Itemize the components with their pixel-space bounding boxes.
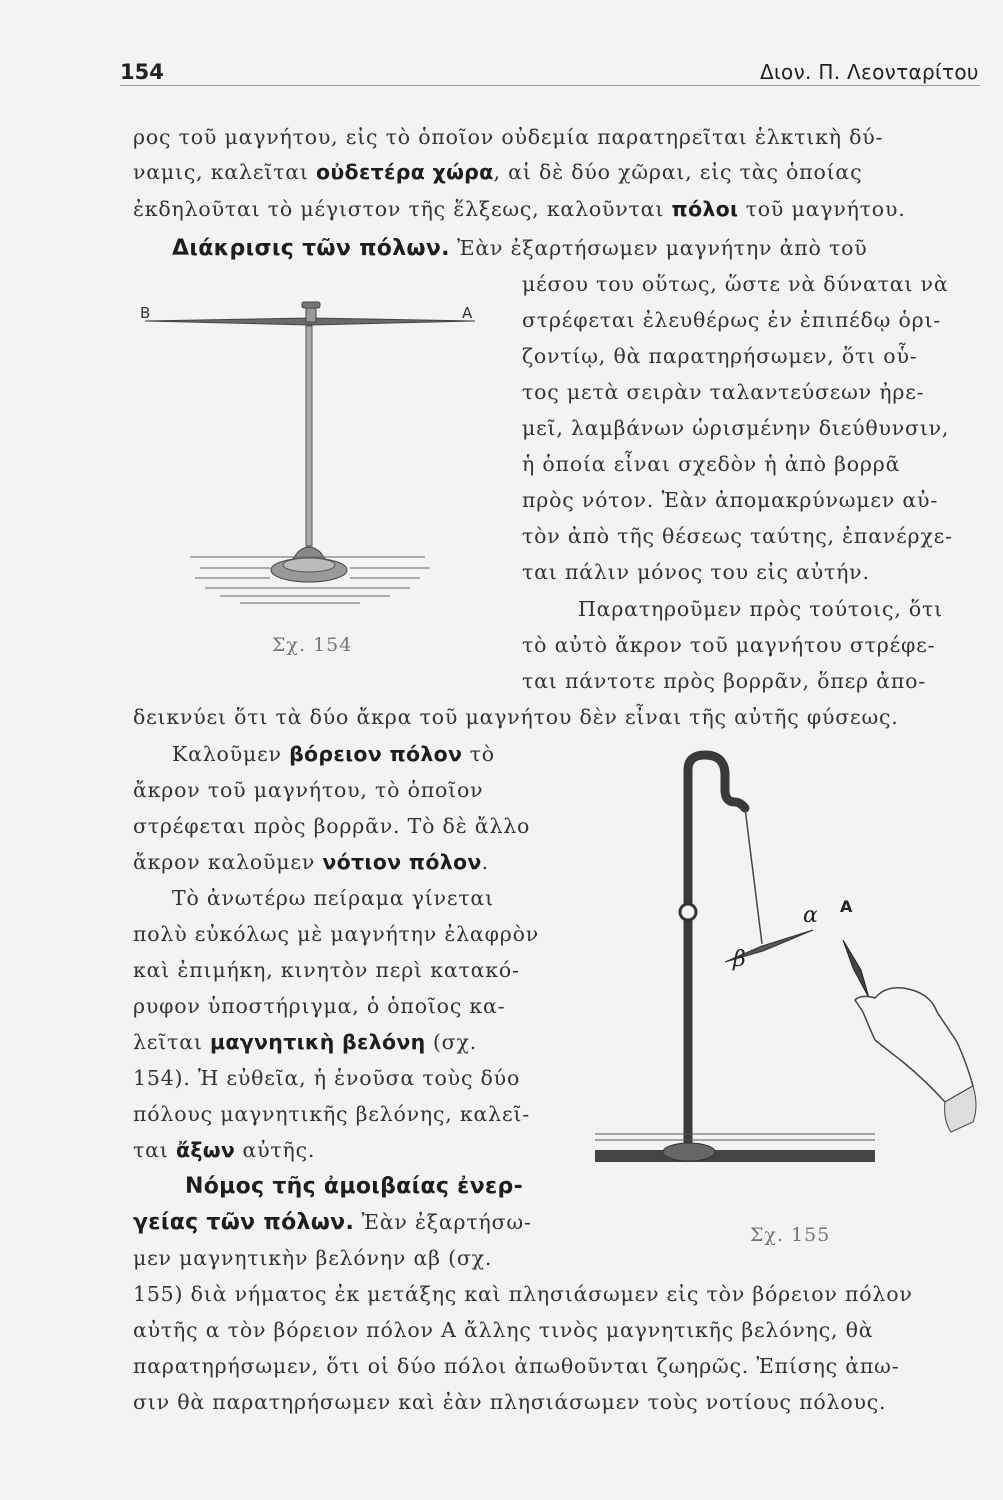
figure-154-label-a: Α [462,304,473,322]
text-line: ρυφον ὑποστήριγμα, ὁ ὁποῖος κα- [133,994,506,1018]
text-line: μεν μαγνητικὴν βελόνην αβ (σχ. [133,1246,493,1270]
term-north-pole: βόρειον πόλον [289,742,463,766]
text-line: πολὺ εὐκόλως μὲ μαγνήτην ἐλαφρὸν [133,922,539,946]
text-line: δεικνύει ὅτι τὰ δύο ἄκρα τοῦ μαγνήτου δὲν εἶναι τῆς αὐτῆς φύσεως. [133,705,899,729]
text-line: ται πάλιν μόνος του εἰς αὐτήν. [522,560,870,584]
table-surface [595,1150,875,1162]
running-header-author: Διον. Π. Λεονταρίτου [760,60,979,84]
term-poles: πόλοι [671,197,739,221]
term-axis: ἄξων [175,1138,236,1162]
figure-154-caption: Σχ. 154 [272,634,353,656]
text-line: σιν θὰ παρατηρήσωμεν καὶ ἐὰν πλησιάσωμεν τοὺς νοτίους πόλους. [133,1390,887,1414]
figure-155-caption: Σχ. 155 [750,1224,831,1246]
text-line: γείας τῶν πόλων. Ἐὰν ἐξαρτήσω- [133,1210,532,1235]
text-line: παρατηρήσωμεν, ὅτι οἱ δύο πόλοι ἀπωθοῦνται ζωηρῶς. Ἐπίσης ἀπω- [133,1354,900,1378]
text-line: ἡ ὁποία εἶναι σχεδὸν ἡ ἀπὸ βορρᾶ [522,452,901,476]
stand-rod [306,326,312,546]
term-neutral-zone: οὐδετέρα χώρα [316,160,494,184]
text-line: Διάκρισις τῶν πόλων. Ἐὰν ἐξαρτήσωμεν μαγνήτην ἀπὸ τοῦ [172,236,868,261]
text-line: αὐτῆς α τὸν βόρειον πόλον Α ἄλλης τινὸς μαγνητικῆς βελόνης, θὰ [133,1318,874,1342]
handheld-needle [843,940,869,998]
text-line: στρέφεται πρὸς βορρᾶν. Τὸ δὲ ἄλλο [133,814,531,838]
text-line: πόλους μαγνητικῆς βελόνης, καλεῖ- [133,1102,530,1126]
text-line: τὸ αὐτὸ ἄκρον τοῦ μαγνήτου στρέφε- [522,633,936,657]
text-line: 155) διὰ νήματος ἐκ μετάξης καὶ πλησιάσωμεν εἰς τὸν βόρειον πόλον [133,1282,913,1306]
figure-154-label-b: Β [140,304,151,322]
section-heading-pole-distinction: Διάκρισις τῶν πόλων. [172,236,450,261]
figure-154-compass-needle [140,290,500,630]
text-line: μέσου του οὕτως, ὥστε νὰ δύναται νὰ [522,272,949,296]
text-line: τὸν ἀπὸ τῆς θέσεως ταύτης, ἐπανέρχε- [522,524,953,548]
figure-155-label-a: α [803,903,818,928]
text-line: καὶ ἐπιμήκη, κινητὸν περὶ κατακό- [133,958,520,982]
text-line: ἄκρον καλοῦμεν νότιον πόλον. [133,850,489,874]
text-line: Τὸ ἀνωτέρω πείραμα γίνεται [172,886,494,910]
term-south-pole: νότιον πόλον [322,850,482,874]
text-line: ρος τοῦ μαγνήτου, εἰς τὸ ὁποῖον οὐδεμία παρατηρεῖται ἑλκτικὴ δύ- [133,125,884,149]
hand-illustration [855,988,973,1102]
text-line: ται πάντοτε πρὸς βορρᾶν, ὅπερ ἀπο- [522,669,926,693]
text-line: 154). Ἡ εὐθεῖα, ἡ ἑνοῦσα τοὺς δύο [133,1066,521,1090]
section-heading-mutual-action: Νόμος τῆς ἀμοιβαίας ἐνερ- [185,1174,524,1199]
figure-155-suspended-needle [585,750,985,1200]
header-rule [120,85,980,86]
silk-thread [745,808,762,944]
pivot-cap [302,302,320,308]
page-number: 154 [120,60,164,84]
figure-155-label-A: Α [840,897,853,916]
text-line: λεῖται μαγνητικὴ βελόνη (σχ. [133,1030,478,1054]
text-line: ζοντίῳ, θὰ παρατηρήσωμεν, ὅτι οὗ- [522,344,918,368]
text-line: Παρατηροῦμεν πρὸς τούτοις, ὅτι [578,597,943,621]
text-line: ναμις, καλεῖται οὐδετέρα χώρα, αἱ δὲ δύο χῶραι, εἰς τὰς ὁποίας [133,160,863,184]
text-line: στρέφεται ἐλευθέρως ἐν ἐπιπέδῳ ὁρι- [522,308,942,332]
text-line: μεῖ, λαμβάνων ὡρισμένην διεύθυνσιν, [522,416,950,440]
figure-155-label-b: β [733,947,746,972]
term-magnetic-needle: μαγνητικὴ βελόνη [210,1030,426,1054]
text-line: Καλοῦμεν βόρειον πόλον τὸ [172,742,495,766]
text-line: πρὸς νότον. Ἐὰν ἀπομακρύνωμεν αὐ- [522,488,939,512]
text-line: ἄκρον τοῦ μαγνήτου, τὸ ὁποῖον [133,778,484,802]
text-line [185,1172,523,1201]
text-line: ται ἄξων αὐτῆς. [133,1138,316,1162]
text-line: τος μετὰ σειρὰν ταλαντεύσεων ἠρε- [522,380,925,404]
text-line: ἐκδηλοῦται τὸ μέγιστον τῆς ἕλξεως, καλοῦνται πόλοι τοῦ μαγνήτου. [133,197,906,221]
stand-base [663,1143,715,1161]
